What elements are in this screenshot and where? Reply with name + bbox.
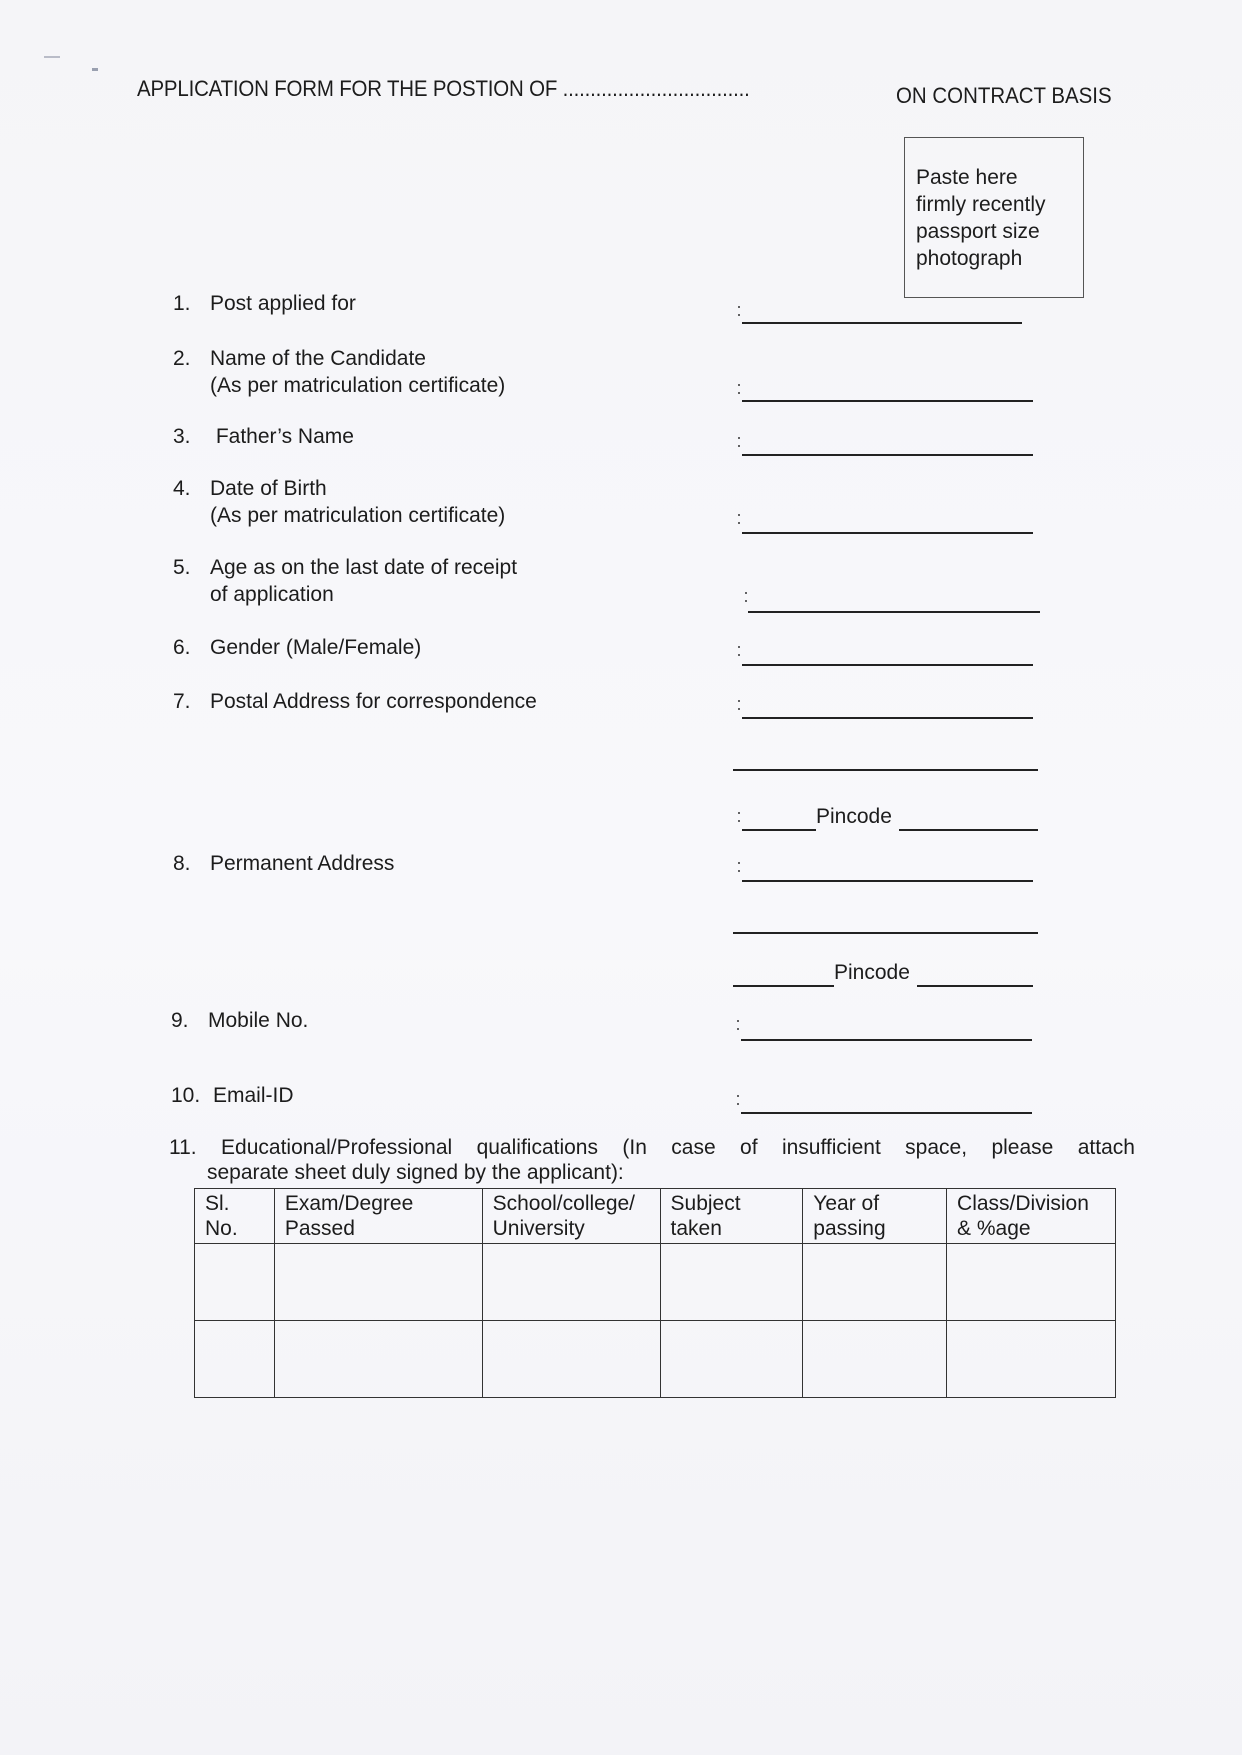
table-cell[interactable] (947, 1244, 1116, 1321)
col-exam-degree: Exam/Degree Passed (274, 1189, 482, 1244)
field-candidate-name-input[interactable] (742, 400, 1033, 402)
photo-box-line: Paste here (916, 166, 1018, 189)
table-cell[interactable] (274, 1244, 482, 1321)
field-postal-address-line1[interactable] (742, 717, 1033, 719)
scan-artifact (44, 56, 60, 58)
table-cell[interactable] (482, 1321, 660, 1398)
field-candidate-name-label: 2. Name of the Candidate (As per matriculation certificate) (173, 347, 506, 397)
qualifications-number: 11. (169, 1136, 197, 1159)
field-age-label: 5. Age as on the last date of receipt of application (173, 556, 518, 606)
table-cell[interactable] (274, 1321, 482, 1398)
table-cell[interactable] (482, 1244, 660, 1321)
permanent-pincode-label: Pincode (834, 961, 910, 984)
field-gender-label: 6. Gender (Male/Female) (173, 636, 422, 659)
field-postal-pincode-input[interactable] (899, 829, 1038, 831)
table-cell[interactable] (195, 1244, 275, 1321)
field-gender-input[interactable] (742, 664, 1033, 666)
table-row (195, 1321, 1116, 1398)
contract-basis-label: ON CONTRACT BASIS (896, 83, 1112, 108)
field-post-applied-label: 1. Post applied for (173, 292, 356, 315)
field-permanent-address-line3[interactable] (733, 985, 834, 987)
table-cell[interactable] (803, 1244, 947, 1321)
field-permanent-address-line1[interactable] (742, 880, 1033, 882)
photo-box-line: passport size (916, 220, 1040, 243)
photo-box-line: firmly recently (916, 193, 1046, 216)
table-cell[interactable] (195, 1321, 275, 1398)
field-email-label: 10. Email-ID (171, 1084, 294, 1107)
qualifications-table (194, 1188, 1116, 1398)
form-title: APPLICATION FORM FOR THE POSTION OF .................................. (137, 76, 750, 101)
photo-box-line: photograph (916, 247, 1023, 270)
photo-paste-box[interactable] (904, 137, 1084, 298)
postal-pincode-label: Pincode (816, 805, 892, 828)
table-cell[interactable] (947, 1321, 1116, 1398)
field-permanent-address-line2[interactable] (733, 932, 1038, 934)
table-header-row (195, 1189, 1116, 1244)
field-email-input[interactable] (741, 1112, 1032, 1114)
scan-artifact (92, 68, 98, 71)
qualifications-instructions: 11. Educational/Professional qualifications (In case of insufficient space, please attach separate sheet duly signed by the applicant): (169, 1136, 1135, 1184)
table-cell[interactable] (660, 1244, 803, 1321)
field-permanent-pincode-input[interactable] (917, 985, 1033, 987)
field-postal-address-label: 7. Postal Address for correspondence (173, 690, 537, 713)
field-mobile-label: 9. Mobile No. (171, 1009, 309, 1032)
table-row (195, 1244, 1116, 1321)
col-sl-no: Sl. No. (195, 1189, 275, 1244)
field-mobile-input[interactable] (741, 1039, 1032, 1041)
field-age-input[interactable] (748, 611, 1040, 613)
field-father-name-label: 3. Father’s Name (173, 425, 354, 448)
col-year-passing: Year of passing (803, 1189, 947, 1244)
field-postal-address-line2[interactable] (733, 769, 1038, 771)
table-cell[interactable] (803, 1321, 947, 1398)
col-school-university: School/college/ University (482, 1189, 660, 1244)
field-permanent-address-label: 8. Permanent Address (173, 852, 395, 875)
field-dob-input[interactable] (742, 532, 1033, 534)
col-subject: Subject taken (660, 1189, 803, 1244)
col-class-division: Class/Division & %age (947, 1189, 1116, 1244)
field-post-applied-input[interactable] (742, 322, 1022, 324)
field-postal-address-line3[interactable] (742, 829, 816, 831)
table-cell[interactable] (660, 1321, 803, 1398)
field-father-name-input[interactable] (742, 454, 1033, 456)
field-dob-label: 4. Date of Birth (As per matriculation certificate) (173, 477, 506, 527)
